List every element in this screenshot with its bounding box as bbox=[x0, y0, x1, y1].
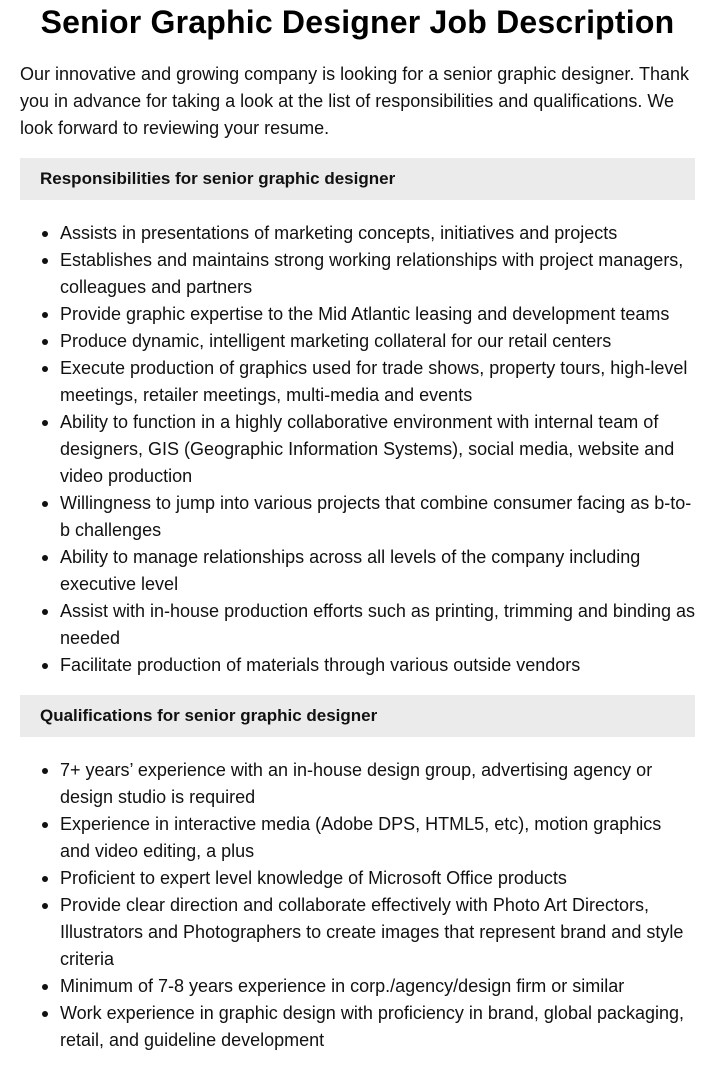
list-item-text: Assists in presentations of marketing concepts, initiatives and projects bbox=[60, 223, 618, 243]
bullet-icon bbox=[42, 366, 48, 372]
list-item-text: Provide clear direction and collaborate effectively with Photo Art Directors, Illustrators and Photographers to create images that represent brand and style criteria bbox=[60, 895, 684, 969]
bullet-icon bbox=[42, 822, 48, 828]
list-item bbox=[60, 973, 695, 1000]
list-item bbox=[60, 652, 695, 679]
list-item bbox=[60, 811, 695, 865]
bullet-icon bbox=[42, 984, 48, 990]
list-item bbox=[60, 409, 695, 490]
bullet-icon bbox=[42, 1011, 48, 1017]
page-title: Senior Graphic Designer Job Description bbox=[40, 4, 675, 40]
list-item bbox=[60, 544, 695, 598]
list-item-text: 7+ years’ experience with an in-house design group, advertising agency or design studio is required bbox=[60, 760, 653, 807]
list-item bbox=[60, 892, 695, 973]
list-item-text: Establishes and maintains strong working relationships with project managers, colleagues and partners bbox=[60, 250, 684, 297]
list-item-text: Experience in interactive media (Adobe DPS, HTML5, etc), motion graphics and video editing, a plus bbox=[60, 814, 662, 861]
responsibilities-list bbox=[20, 220, 695, 679]
bullet-icon bbox=[42, 609, 48, 615]
list-item bbox=[60, 301, 695, 328]
list-item-text: Proficient to expert level knowledge of Microsoft Office products bbox=[60, 868, 567, 888]
list-item-text: Execute production of graphics used for trade shows, property tours, high-level meetings, retailer meetings, multi-media and events bbox=[60, 358, 688, 405]
qualifications-list bbox=[20, 757, 695, 1054]
bullet-icon bbox=[42, 768, 48, 774]
bullet-icon bbox=[42, 903, 48, 909]
bullet-icon bbox=[42, 420, 48, 426]
list-item-text: Willingness to jump into various projects that combine consumer facing as b-to-b challenges bbox=[60, 493, 692, 540]
list-item bbox=[60, 490, 695, 544]
list-item-text: Work experience in graphic design with proficiency in brand, global packaging, retail, and guideline development bbox=[60, 1003, 685, 1050]
bullet-icon bbox=[42, 258, 48, 264]
list-item bbox=[60, 247, 695, 301]
qualifications-heading: Qualifications for senior graphic designer bbox=[20, 695, 695, 737]
list-item bbox=[60, 1000, 695, 1054]
list-item-text: Produce dynamic, intelligent marketing collateral for our retail centers bbox=[60, 331, 612, 351]
list-item bbox=[60, 598, 695, 652]
list-item-text: Facilitate production of materials through various outside vendors bbox=[60, 655, 581, 675]
list-item-text: Assist with in-house production efforts such as printing, trimming and binding as needed bbox=[60, 601, 695, 648]
bullet-icon bbox=[42, 555, 48, 561]
bullet-icon bbox=[42, 339, 48, 345]
list-item-text: Ability to function in a highly collaborative environment with internal team of designers, GIS (Geographic Information Systems), social media, website and video production bbox=[60, 412, 675, 486]
list-item bbox=[60, 355, 695, 409]
list-item-text: Provide graphic expertise to the Mid Atlantic leasing and development teams bbox=[60, 304, 670, 324]
intro-paragraph: Our innovative and growing company is looking for a senior graphic designer. Thank you in advance for taking a look at the list of responsibilities and qualifications. We look forward to reviewing your resume. bbox=[20, 64, 690, 138]
bullet-icon bbox=[42, 876, 48, 882]
bullet-icon bbox=[42, 663, 48, 669]
bullet-icon bbox=[42, 501, 48, 507]
list-item bbox=[60, 865, 695, 892]
list-item-text: Ability to manage relationships across all levels of the company including executive level bbox=[60, 547, 641, 594]
list-item bbox=[60, 328, 695, 355]
bullet-icon bbox=[42, 231, 48, 237]
list-item bbox=[60, 220, 695, 247]
bullet-icon bbox=[42, 312, 48, 318]
list-item bbox=[60, 757, 695, 811]
list-item-text: Minimum of 7-8 years experience in corp./agency/design firm or similar bbox=[60, 976, 625, 996]
responsibilities-heading: Responsibilities for senior graphic designer bbox=[20, 158, 695, 200]
